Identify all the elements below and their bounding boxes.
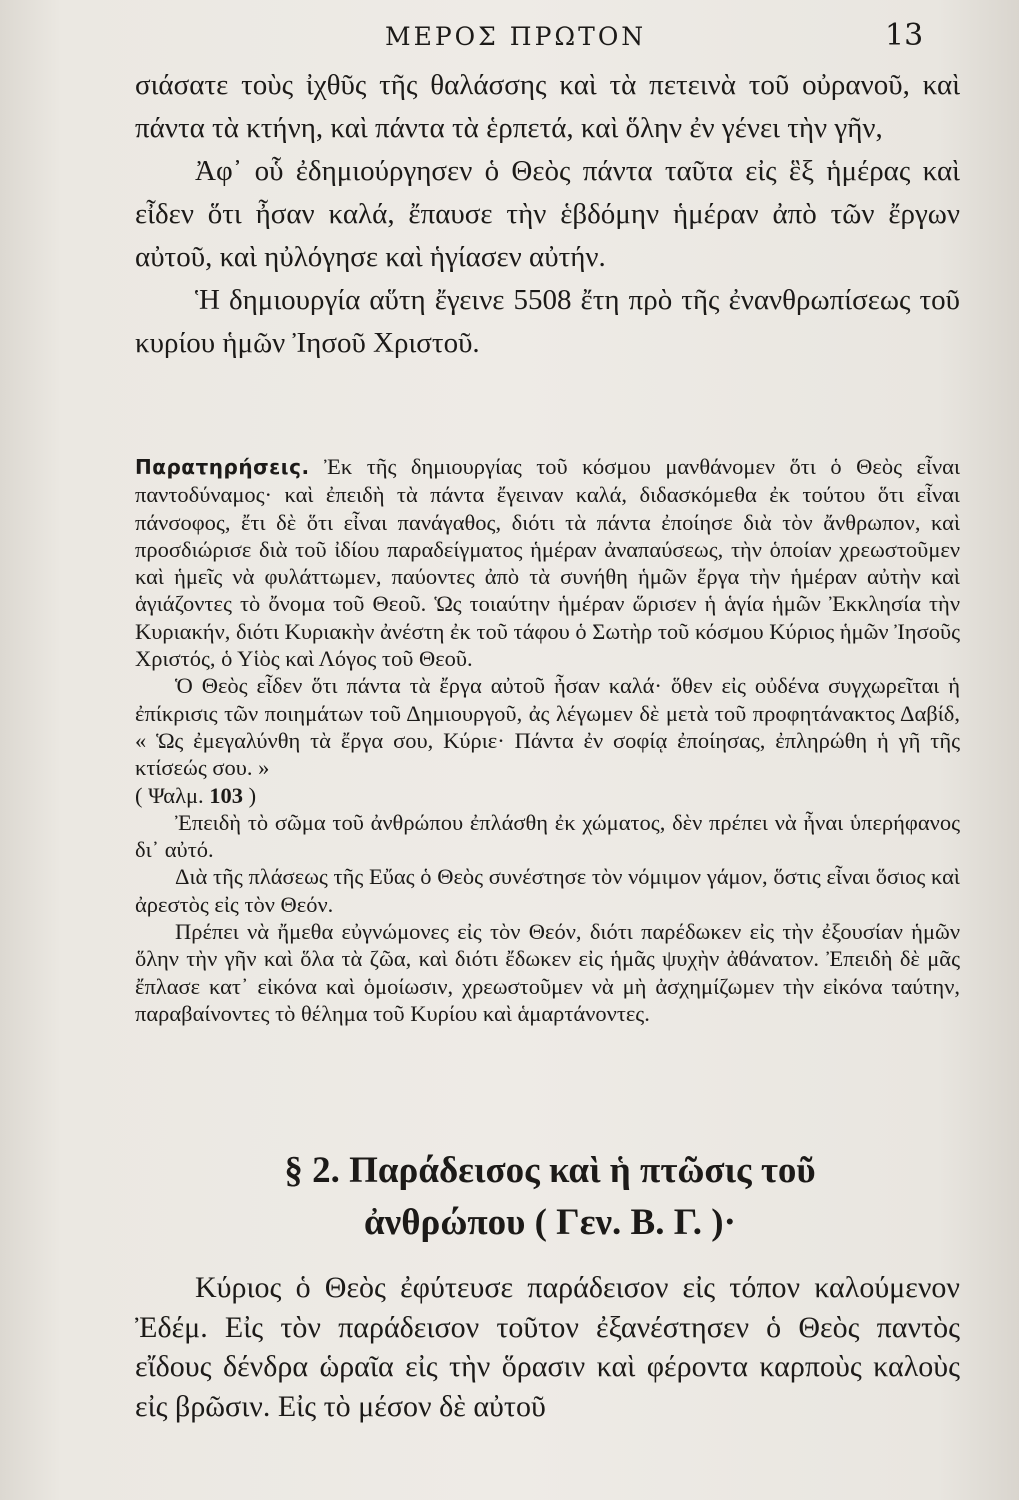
observations-label: Παρατηρήσεις. — [135, 455, 310, 479]
note-text-2: Ὁ Θεὸς εἶδεν ὅτι πάντα τὰ ἔργα αὐτοῦ ἦσαν καλά· ὅθεν εἰς οὐδένα συγχωρεῖται ἡ ἐπίκρισις τῶν ποιημάτων τοῦ Δημιουργοῦ, ἀς λέγωμεν δὲ μετὰ τοῦ προφητάνακτος Δαβίδ, « Ὡς ἐμεγαλύνθη τὰ ἔργα σου, Κύριε· Πάντα ἐν σοφίᾳ ἐποίησας, ἐπληρώθη ἡ γῆ τῆς κτίσεώς σου. » — [135, 673, 960, 781]
note-paragraph-5: Πρέπει νὰ ἤμεθα εὐγνώμονες εἰς τὸν Θεόν, διότι παρέδωκεν εἰς τὴν ἐξουσίαν ἡμῶν ὅλην τὴν γῆν καὶ ὅλα τὰ ζῶα, καὶ διότι ἔδωκεν εἰς ἡμᾶς ψυχὴν ἀθάνατον. Ἐπειδὴ δὲ μᾶς ἔπλασε κατ᾿ εἰκόνα καὶ ὁμοίωσιν, χρεωστοῦμεν νὰ μὴ ἀσχημίζωμεν τὴν εἰκόνα ταύτην, παραβαίνοντες τὸ θέλημα τοῦ Κυρίου καὶ ἁμαρτάνοντες. — [135, 919, 960, 1026]
note-paragraph-4: Διὰ τῆς πλάσεως τῆς Εὔας ὁ Θεὸς συνέστησε τὸν νόμιμον γάμον, ὅστις εἶναι ὅσιος καὶ ἀρεστὸς εἰς τὸν Θεόν. — [135, 864, 960, 917]
note-text-1: Ἐκ τῆς δημιουργίας τοῦ κόσμου μανθάνομεν ὅτι ὁ Θεὸς εἶναι παντοδύναμος· καὶ ἐπειδὴ τὰ πάντα ἔγειναν καλά, διδασκόμεθα ἐκ τούτου ὅτι εἶναι πάνσοφος, ἔτι δὲ ὅτι εἶναι πανάγαθος, διότι τὰ πάντα ἐποίησε διὰ τὸν ἄνθρωπον, καὶ προσδιώρισε διὰ τοῦ ἰδίου παραδείγματος ἡμέραν ἀναπαύσεως, τὴν ὁποίαν χρεωστοῦμεν καὶ ἡμεῖς νὰ φυλάττωμεν, παύοντες ἀπὸ τὰ συνήθη ἡμῶν ἔργα τὴν ἡμέραν αὐτὴν καὶ ἁγιάζοντες τὸ ὄνομα τοῦ Θεοῦ. Ὡς τοιαύτην ἡμέραν ὥρισεν ἡ ἁγία ἡμῶν Ἐκκλησία τὴν Κυριακήν, διότι Κυριακὴν ἀνέστη ἐκ τοῦ τάφου ὁ Σωτὴρ τοῦ κόσμου Κύριος ἡμῶν Ἰησοῦς Χριστός, ὁ Υἱὸς καὶ Λόγος τοῦ Θεοῦ. — [135, 454, 960, 672]
psalm-ref-close: ) — [243, 782, 257, 808]
bottom-text — [135, 1268, 960, 1426]
section-title-line-1: § 2. Παράδεισος καὶ ἡ πτῶσις τοῦ — [284, 1150, 816, 1191]
page-number: 13 — [885, 18, 924, 53]
psalm-ref-number: 103 — [209, 782, 244, 808]
main-text — [135, 64, 960, 365]
page-header — [0, 18, 1019, 58]
section-title — [135, 1145, 965, 1249]
running-head: ΜΕΡΟΣ ΠΡΩΤΟΝ — [385, 22, 647, 51]
paragraph-creation-date: Ἡ δημιουργία αὕτη ἔγεινε 5508 ἔτη πρὸ τῆς ἐνανθρωπίσεως τοῦ κυρίου ἡμῶν Ἰησοῦ Χριστοῦ. — [135, 284, 960, 359]
paragraph-seventh-day: Ἀφ᾿ οὗ ἐδημιούργησεν ὁ Θεὸς πάντα ταῦτα εἰς ἓξ ἡμέρας καὶ εἶδεν ὅτι ἦσαν καλά, ἔπαυσε τὴν ἑβδόμην ἡμέραν ἀπὸ τῶν ἔργων αὐτοῦ, καὶ ηὐλόγησε καὶ ἡγίασεν αὐτήν. — [135, 155, 960, 273]
note-paragraph-2 — [135, 672, 960, 808]
paragraph-paradise: Κύριος ὁ Θεὸς ἐφύτευσε παράδεισον εἰς τόπον καλούμενον Ἐδέμ. Εἰς τὸν παράδεισον τοῦτον ἐξανέστησεν ὁ Θεὸς παντὸς εἴδους δένδρα ὡραῖα εἰς τὴν ὅρασιν καὶ φέροντα καρποὺς καλοὺς εἰς βρῶσιν. Εἰς τὸ μέσον δὲ αὐτοῦ — [135, 1271, 960, 1423]
observations — [135, 453, 960, 1027]
note-paragraph-3: Ἐπειδὴ τὸ σῶμα τοῦ ἀνθρώπου ἐπλάσθη ἐκ χώματος, δὲν πρέπει νὰ ἦναι ὑπερήφανος δι᾿ αὐτό. — [135, 809, 960, 863]
psalm-ref-open: ( Ψαλμ. — [135, 782, 210, 808]
section-title-line-2: ἀνθρώπου ( Γεν. Β. Γ. )· — [364, 1202, 736, 1243]
note-paragraph-1 — [135, 453, 960, 672]
paragraph-continuation: σιάσατε τοὺς ἰχθῦς τῆς θαλάσσης καὶ τὰ πετεινὰ τοῦ οὐρανοῦ, καὶ πάντα τὰ κτήνη, καὶ πάντα τὰ ἑρπετά, καὶ ὅλην ἐν γένει τὴν γῆν, — [135, 69, 960, 144]
